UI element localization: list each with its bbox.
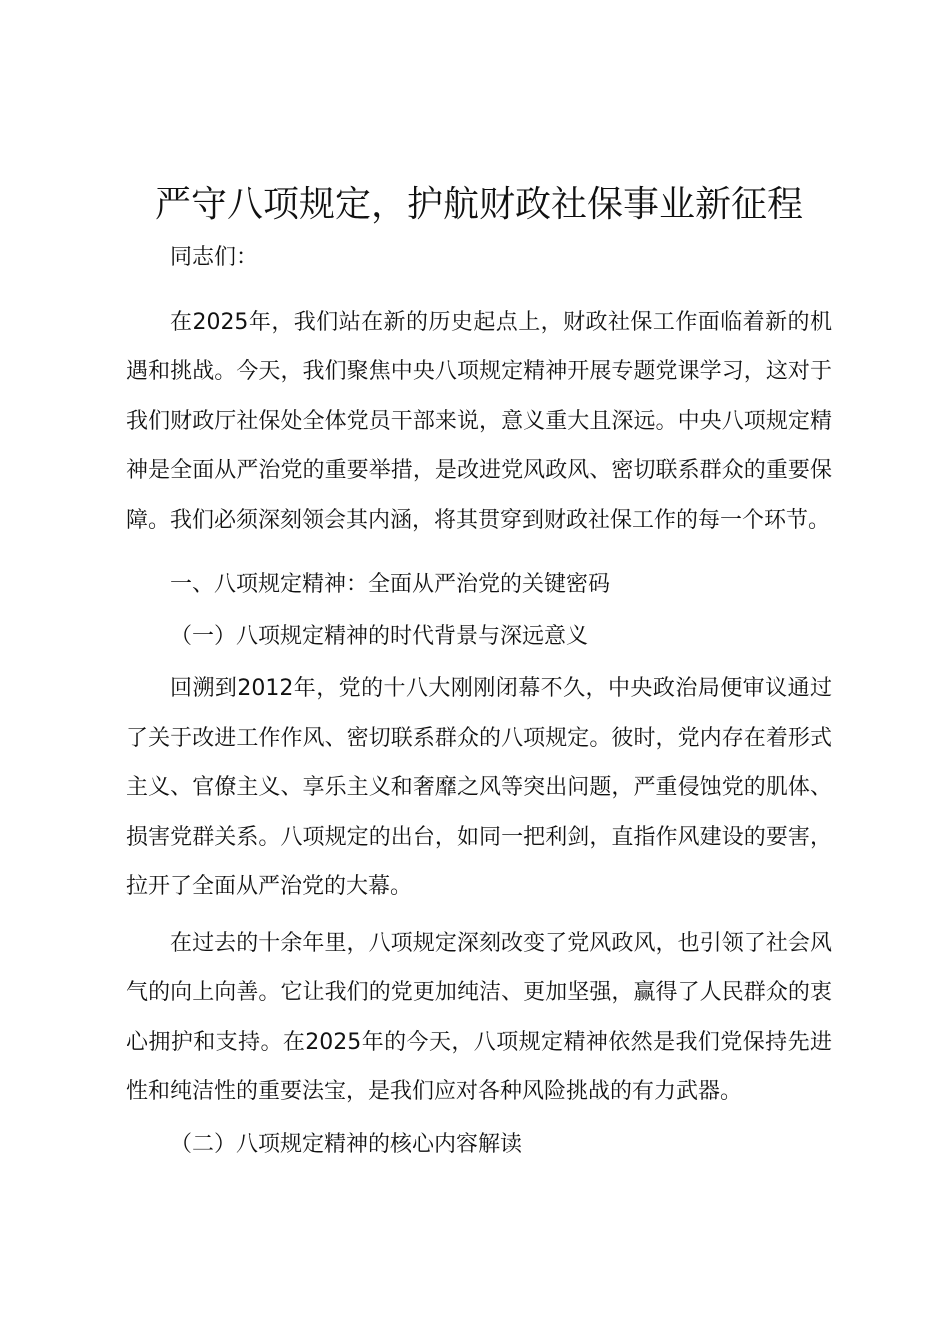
paragraph-intro: 在2025年，我们站在新的历史起点上，财政社保工作面临着新的机遇和挑战。今天，我们聚焦中央八项规定精神开展专题党课学习，这对于我们财政厅社保处全体党员干部来说，意义重大且深远。中央八项规定精神是全面从严治党的重要举措，是改进党风政风、密切联系群众的重要保障。我们必须深刻领会其内涵，将其贯穿到财政社保工作的每一个环节。 [126,309,832,533]
paragraph-significance: 在过去的十余年里，八项规定深刻改变了党风政风，也引领了社会风气的向上向善。它让我们的党更加纯洁、更加坚强，赢得了人民群众的衷心拥护和支持。在2025年的今天，八项规定精神依然是我们党保持先进性和纯洁性的重要法宝，是我们应对各种风险挑战的有力武器。 [126,930,832,1104]
document-body [126,233,832,1169]
paragraph-background: 回溯到2012年，党的十八大刚刚闭幕不久，中央政治局便审议通过了关于改进工作作风、密切联系群众的八项规定。彼时，党内存在着形式主义、官僚主义、享乐主义和奢靡之风等突出问题，严重侵蚀党的肌体、损害党群关系。八项规定的出台，如同一把利剑，直指作风建设的要害，拉开了全面从严治党的大幕。 [126,676,832,899]
subsection-heading-1: （一）八项规定精神的时代背景与深远意义 [170,623,589,649]
section-heading-1: 一、八项规定精神：全面从严治党的关键密码 [170,572,611,597]
document-title: 严守八项规定，护航财政社保事业新征程 [154,184,803,225]
salutation: 同志们： [170,245,259,270]
subsection-heading-2: （二）八项规定精神的核心内容解读 [170,1131,523,1157]
